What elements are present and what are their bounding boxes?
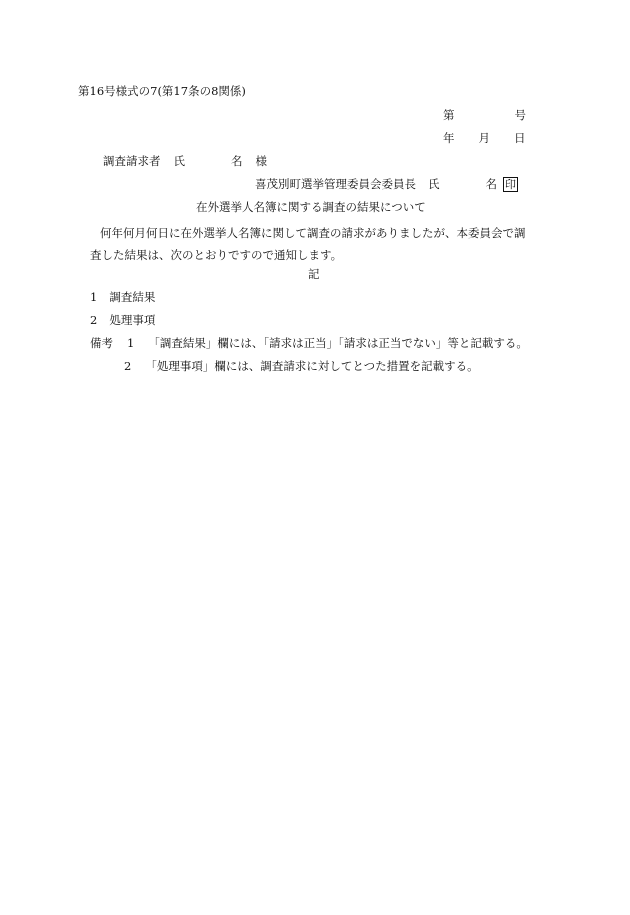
notes-heading: 備考 xyxy=(90,336,113,350)
document-number-line xyxy=(443,108,526,122)
note-1 xyxy=(90,336,528,350)
item-1-number: 1 xyxy=(90,290,98,304)
seal-box: 印 xyxy=(505,178,516,191)
note-1-number: 1 xyxy=(127,336,135,350)
number-suffix: 号 xyxy=(514,108,526,122)
note-2-text: 「処理事項」欄には、調査請求に対してとつた措置を記載する。 xyxy=(145,359,479,373)
ki-marker: 記 xyxy=(308,267,320,281)
item-2 xyxy=(90,313,155,327)
item-2-label: 処理事項 xyxy=(109,313,156,327)
item-1-label: 調査結果 xyxy=(109,290,156,304)
chair-line xyxy=(255,177,518,192)
requester-sama: 様 xyxy=(255,154,267,168)
chair-shi: 氏 xyxy=(428,177,440,191)
document-title: 在外選挙人名簿に関する調査の結果について xyxy=(196,200,426,214)
note-2-number: 2 xyxy=(124,359,132,373)
number-prefix: 第 xyxy=(443,108,455,122)
note-2 xyxy=(124,359,479,373)
form-header: 第16号様式の7(第17条の8関係) xyxy=(78,84,246,98)
date-line xyxy=(443,131,526,145)
requester-label: 調査請求者 xyxy=(103,154,161,168)
date-day: 日 xyxy=(514,131,526,145)
chair-title: 喜茂別町選挙管理委員会委員長 xyxy=(255,177,416,191)
date-year: 年 xyxy=(443,131,455,145)
item-1 xyxy=(90,290,155,304)
body-paragraph: 何年何月何日に在外選挙人名簿に関して調査の請求がありましたが、本委員会で調査した結果は、次のとおりですので通知します。 xyxy=(90,226,526,262)
requester-line xyxy=(103,154,267,168)
requester-mei: 名 xyxy=(231,154,243,168)
chair-mei: 名 xyxy=(485,177,497,191)
note-1-text: 「調査結果」欄には、「請求は正当」「請求は正当でない」等と記載する。 xyxy=(148,336,528,350)
item-2-number: 2 xyxy=(90,313,98,327)
date-month: 月 xyxy=(478,131,490,145)
requester-shi: 氏 xyxy=(173,154,185,168)
